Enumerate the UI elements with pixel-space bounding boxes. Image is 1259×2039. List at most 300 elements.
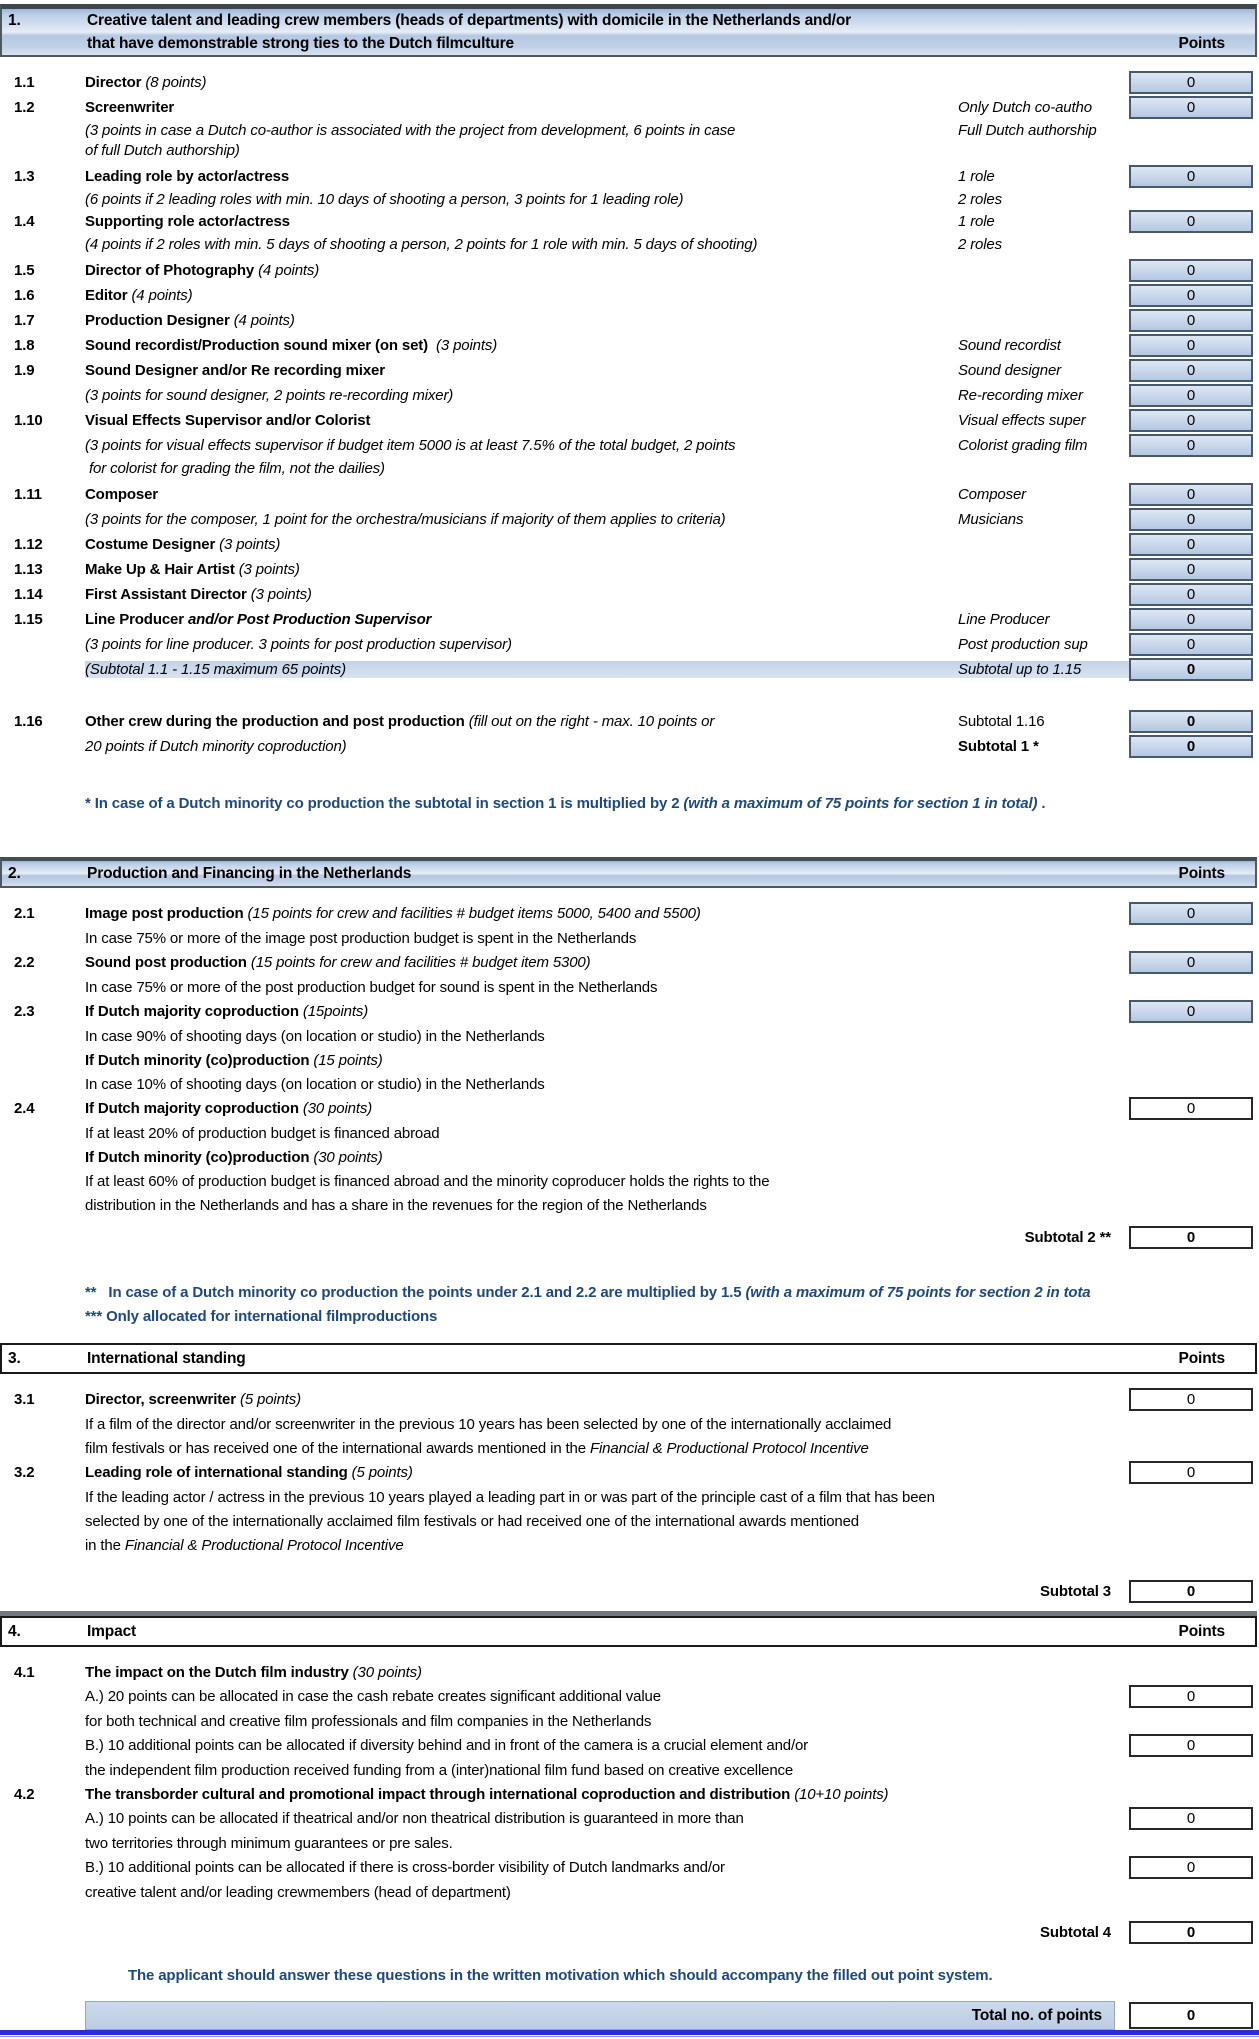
text-run: Financial & Productional Protocol Incentive	[124, 1536, 404, 1554]
points-input[interactable]: 0	[1129, 434, 1253, 457]
row-text	[85, 99, 958, 116]
row-condition-label	[958, 713, 1129, 730]
row-text	[85, 636, 958, 653]
text-run: Subtotal 2 **	[1024, 1229, 1111, 1246]
points-input[interactable]: 0	[1129, 384, 1253, 407]
text-run: Visual effects super	[958, 412, 1086, 429]
row-text	[85, 236, 958, 253]
text-run: B.) 10 additional points can be allocated if diversity behind and in front of the camera is a crucial element and/or	[85, 1737, 809, 1754]
text-run: Only Dutch co-autho	[958, 99, 1092, 116]
text-run: film festivals or has received one of the international awards mentioned in the	[85, 1439, 590, 1457]
text-run: Subtotal 4	[1039, 1924, 1111, 1941]
text-run: ** In case of a Dutch minority co production the points under 2.1 and 2.2 are multiplied by 1.5	[85, 1283, 746, 1301]
section-title-line2: that have demonstrable strong ties to the Dutch filmculture	[87, 34, 514, 52]
points-cell	[1129, 483, 1253, 506]
form-row	[0, 1121, 1259, 1145]
points-input[interactable]: 0	[1129, 71, 1253, 94]
total-label: Total no. of points	[971, 2006, 1102, 2024]
text-run: (15 points for crew and facilities # budget items 5000, 5400 and 5500)	[247, 905, 701, 922]
row-number: 4.1	[14, 1663, 35, 1681]
row-text	[85, 1762, 958, 1779]
points-cell	[1129, 334, 1253, 357]
form-row	[0, 1831, 1259, 1855]
form-row	[0, 209, 1259, 234]
row-number: 1.8	[14, 337, 35, 354]
form-row	[0, 1145, 1259, 1169]
footnote-row	[0, 793, 1259, 813]
row-condition-label	[958, 437, 1129, 454]
section-4-rows	[0, 1660, 1259, 1945]
points-input[interactable]: 0	[1129, 1734, 1253, 1757]
section-1-header	[0, 4, 1257, 57]
row-condition-label	[958, 412, 1129, 429]
form-row	[0, 532, 1259, 557]
text-run: two territories through minimum guarantees or pre sales.	[85, 1834, 453, 1852]
text-run: (5 points)	[239, 1391, 301, 1408]
points-cell	[1129, 508, 1253, 531]
text-run: B.) 10 additional points can be allocated if there is cross-border visibility of Dutch landmarks and/or	[85, 1859, 725, 1876]
row-number: 1.9	[14, 362, 35, 379]
subtotal-points-value: 0	[1129, 1921, 1253, 1944]
row-text	[85, 213, 958, 230]
form-row	[0, 189, 1259, 209]
form-row	[0, 975, 1259, 999]
form-row	[0, 70, 1259, 95]
row-number: 1.7	[14, 312, 35, 329]
points-cell	[1129, 558, 1253, 581]
text-run: 20 points if Dutch minority coproduction)	[85, 738, 347, 755]
form-row	[0, 234, 1259, 254]
row-text	[85, 930, 958, 947]
points-input[interactable]: 0	[1129, 1000, 1253, 1023]
text-run: (3 points)	[436, 337, 498, 354]
text-run: Costume Designer	[85, 536, 220, 553]
form-row	[0, 482, 1259, 507]
text-run: of full Dutch authorship)	[85, 141, 240, 159]
section-number: 4.	[8, 1622, 21, 1640]
form-row	[0, 1436, 1259, 1460]
row-number: 1.3	[14, 168, 35, 185]
points-cell	[1129, 1461, 1253, 1484]
row-text	[85, 486, 958, 503]
form-row	[0, 283, 1259, 308]
row-text	[85, 1489, 958, 1506]
form-row	[0, 1412, 1259, 1436]
footnote-text	[0, 1284, 1259, 1301]
form-row	[0, 1806, 1259, 1831]
points-input[interactable]: 0	[1129, 902, 1253, 925]
points-cell	[1129, 1388, 1253, 1411]
row-text	[85, 905, 958, 922]
row-text	[85, 738, 958, 755]
form-row	[0, 1533, 1259, 1557]
text-run: (3 points)	[250, 586, 312, 603]
section-2-rows	[0, 901, 1259, 1328]
text-run: selected by one of the internationally acclaimed film festivals or had received one of the international awards mentioned	[85, 1512, 859, 1530]
points-input[interactable]: 0	[1129, 1388, 1253, 1411]
form-row	[0, 1072, 1259, 1096]
footnote-row	[0, 1280, 1259, 1304]
row-text	[85, 1416, 958, 1433]
row-text	[85, 412, 958, 429]
text-run: *** Only allocated for international filmproductions	[85, 1307, 438, 1325]
points-input[interactable]: 0	[1129, 96, 1253, 119]
text-run: (15 points)	[313, 1051, 383, 1069]
section-number: 2.	[8, 864, 21, 882]
row-text	[85, 954, 958, 971]
points-input[interactable]: 0	[1129, 284, 1253, 307]
section-number: 3.	[8, 1349, 21, 1367]
points-input[interactable]: 0	[1129, 1097, 1253, 1120]
points-cell	[1129, 1734, 1253, 1757]
row-text	[85, 312, 958, 329]
row-text	[85, 1076, 958, 1093]
points-input[interactable]: 0	[1129, 210, 1253, 233]
points-input[interactable]: 0	[1129, 558, 1253, 581]
form-row	[0, 926, 1259, 950]
text-run: for both technical and creative film professionals and film companies in the Netherlands	[85, 1712, 652, 1730]
subtotal-points-value: 0	[1129, 658, 1253, 681]
row-condition-label	[958, 362, 1129, 379]
points-cell	[1129, 1807, 1253, 1830]
form-row	[0, 1169, 1259, 1193]
text-run: (30 points)	[352, 1663, 422, 1681]
text-run: (with a maximum of 75 points for section 1 in total)	[683, 794, 1038, 812]
points-cell	[1129, 165, 1253, 188]
points-cell	[1129, 735, 1253, 758]
form-row	[0, 1225, 1259, 1250]
row-text	[85, 1173, 958, 1190]
row-text	[85, 287, 958, 304]
row-text	[85, 1737, 958, 1754]
form-row	[0, 632, 1259, 657]
row-number: 1.12	[14, 536, 43, 553]
points-input[interactable]: 0	[1129, 951, 1253, 974]
row-text	[85, 460, 958, 477]
text-run: If Dutch majority coproduction	[85, 1100, 303, 1117]
points-cell	[1129, 633, 1253, 656]
text-run: (8 points)	[145, 74, 207, 91]
row-text	[85, 191, 958, 208]
text-run: If a film of the director and/or screenwriter in the previous 10 years has been selected by one of the internationally acclaimed	[85, 1415, 892, 1433]
text-run: Line Producer	[958, 611, 1050, 628]
form-row	[0, 95, 1259, 120]
text-run: First Assistant Director	[85, 586, 251, 603]
row-condition-label	[958, 1583, 1129, 1600]
bottom-blue-rule-thin	[0, 2036, 1259, 2037]
bottom-blue-rule	[0, 2030, 1259, 2035]
form-row	[0, 333, 1259, 358]
points-cell	[1129, 1097, 1253, 1120]
text-run: Other crew during the production and post production	[85, 713, 469, 730]
row-condition-label	[958, 611, 1129, 628]
row-number: 1.4	[14, 213, 35, 230]
points-input[interactable]: 0	[1129, 1461, 1253, 1484]
row-number: 3.2	[14, 1464, 35, 1481]
row-text	[85, 536, 958, 553]
form-row	[0, 1460, 1259, 1485]
form-row	[0, 734, 1259, 759]
text-run: (15 points for crew and facilities # budget item 5300)	[250, 954, 591, 971]
text-run: Visual Effects Supervisor and/or Colorist	[85, 412, 371, 429]
form-row	[0, 164, 1259, 189]
form-row	[0, 1782, 1259, 1806]
form-row	[0, 1880, 1259, 1904]
row-number: 1.2	[14, 99, 35, 116]
points-cell	[1129, 951, 1253, 974]
form-row	[0, 140, 1259, 160]
text-run: in the	[85, 1536, 125, 1554]
form-row	[0, 1920, 1259, 1945]
row-number: 1.10	[14, 412, 43, 429]
form-row	[0, 1855, 1259, 1880]
row-condition-label	[958, 213, 1129, 230]
text-run: (3 points in case a Dutch co-author is associated with the project from development, 6 points in case	[85, 121, 736, 139]
row-text	[85, 611, 958, 628]
text-run: Sound post production	[85, 954, 251, 971]
points-input[interactable]: 0	[1129, 359, 1253, 382]
text-run: (5 points)	[351, 1464, 413, 1481]
row-text	[85, 1197, 958, 1214]
points-input[interactable]: 0	[1129, 165, 1253, 188]
row-text	[85, 122, 958, 139]
text-run: Sound Designer and/or Re recording mixer	[85, 362, 385, 379]
text-run: (30 points)	[302, 1100, 373, 1117]
row-text	[85, 1688, 958, 1705]
subtotal-points-value: 0	[1129, 735, 1253, 758]
row-number: 1.6	[14, 287, 35, 304]
text-run: Subtotal 1 *	[958, 738, 1039, 755]
form-row	[0, 607, 1259, 632]
text-run: Colorist grading film	[958, 437, 1088, 454]
points-column-header: Points	[1178, 1622, 1225, 1640]
row-text	[85, 1028, 958, 1045]
row-text	[85, 142, 958, 159]
form-row	[0, 950, 1259, 975]
text-run: Director	[85, 74, 146, 91]
points-input[interactable]: 0	[1129, 334, 1253, 357]
form-row	[0, 1733, 1259, 1758]
row-text	[85, 1835, 958, 1852]
form-row	[0, 1579, 1259, 1604]
form-row	[0, 120, 1259, 140]
points-input[interactable]: 0	[1129, 608, 1253, 631]
section-title: International standing	[87, 1349, 246, 1367]
row-text	[85, 437, 958, 454]
form-row	[0, 1485, 1259, 1509]
row-number: 2.3	[14, 1003, 35, 1020]
text-run: Re-recording mixer	[958, 387, 1083, 404]
row-text	[85, 713, 958, 730]
text-run: Leading role of international standing	[85, 1464, 352, 1481]
points-input[interactable]: 0	[1129, 1807, 1253, 1830]
text-run: (10+10 points)	[794, 1785, 889, 1803]
row-condition-label	[958, 511, 1129, 528]
text-run: If the leading actor / actress in the previous 10 years played a leading part in or was part of the principle cast of a film that has been	[85, 1488, 935, 1506]
text-run: 2 roles	[958, 190, 1002, 208]
text-run: Financial & Productional Protocol Incentive	[589, 1439, 869, 1457]
text-run: creative talent and/or leading crewmembers (head of department)	[85, 1883, 511, 1901]
row-text	[85, 1810, 958, 1827]
text-run: (4 points)	[131, 287, 193, 304]
row-text	[85, 1513, 958, 1530]
text-run: A.) 20 points can be allocated in case the cash rebate creates significant additional value	[85, 1688, 661, 1705]
section-title: Production and Financing in the Netherlands	[87, 864, 412, 882]
points-input[interactable]: 0	[1129, 259, 1253, 282]
form-row	[0, 557, 1259, 582]
text-run: Subtotal 3	[1039, 1583, 1111, 1600]
row-number: 2.4	[14, 1100, 35, 1117]
form-row	[0, 507, 1259, 532]
points-cell	[1129, 71, 1253, 94]
subtotal-points-value: 0	[1129, 1226, 1253, 1249]
section-title: Impact	[87, 1622, 137, 1640]
row-condition-label	[958, 337, 1129, 354]
text-run: Screenwriter	[85, 99, 175, 116]
row-condition-label	[958, 1229, 1129, 1246]
text-run: (3 points)	[219, 536, 281, 553]
text-run: Full Dutch authorship	[958, 121, 1097, 139]
points-cell	[1129, 359, 1253, 382]
row-number: 1.14	[14, 586, 43, 603]
text-run: (with a maximum of 75 points for section 2 in tota	[745, 1283, 1091, 1301]
row-condition-label	[958, 738, 1129, 755]
form-row	[0, 1509, 1259, 1533]
row-condition-label	[958, 99, 1129, 116]
form-row	[0, 1387, 1259, 1412]
form-row	[0, 901, 1259, 926]
text-run: distribution in the Netherlands and has a share in the revenues for the region of the Netherlands	[85, 1196, 707, 1214]
applicant-instruction-note: The applicant should answer these questions in the written motivation which should accompany the filled out point system.	[128, 1967, 993, 1984]
text-run: Subtotal 1.16	[958, 713, 1045, 730]
points-cell	[1129, 434, 1253, 457]
footnote-row	[0, 1304, 1259, 1328]
row-text	[85, 1125, 958, 1142]
text-run: 1 role	[958, 168, 995, 185]
text-run: Editor	[85, 287, 132, 304]
section-title: Creative talent and leading crew members (heads of departments) with domicile in the Netherlands and/or	[87, 11, 852, 29]
row-text	[85, 661, 958, 678]
row-text	[85, 262, 958, 279]
total-points-value: 0	[1129, 2002, 1253, 2029]
row-condition-label	[958, 1924, 1129, 1941]
text-run: Leading role by actor/actress	[85, 168, 290, 185]
points-cell	[1129, 384, 1253, 407]
text-run: (fill out on the right - max. 10 points or	[468, 713, 715, 730]
text-run: Composer	[85, 486, 158, 503]
text-run: (30 points)	[313, 1148, 383, 1166]
section-3-rows	[0, 1387, 1259, 1604]
row-condition-label	[958, 486, 1129, 503]
row-number: 1.1	[14, 74, 35, 91]
points-input[interactable]: 0	[1129, 1685, 1253, 1708]
text-run: (4 points)	[258, 262, 320, 279]
text-run: In case 75% or more of the image post production budget is spent in the Netherlands	[85, 929, 637, 947]
points-cell	[1129, 210, 1253, 233]
points-cell	[1129, 608, 1253, 631]
text-run: for colorist for grading the film, not the dailies)	[85, 459, 385, 477]
text-run: (6 points if 2 leading roles with min. 10 days of shooting a person, 3 points for 1 leading role)	[85, 190, 684, 208]
text-run: Sound recordist/Production sound mixer (on set)	[85, 337, 437, 354]
points-column-header: Points	[1178, 34, 1225, 52]
points-input[interactable]: 0	[1129, 309, 1253, 332]
form-row	[0, 1709, 1259, 1733]
row-text	[85, 337, 958, 354]
text-run: Sound designer	[958, 362, 1061, 379]
text-run: In case 90% of shooting days (on location or studio) in the Netherlands	[85, 1027, 545, 1045]
form-row	[0, 433, 1259, 458]
row-number: 4.2	[14, 1785, 35, 1803]
text-run: (3 points)	[238, 561, 300, 578]
points-cell	[1129, 1000, 1253, 1023]
points-cell	[1129, 583, 1253, 606]
row-text	[85, 1713, 958, 1730]
points-input[interactable]: 0	[1129, 583, 1253, 606]
text-run: Supporting role actor/actress	[85, 213, 290, 230]
text-run: 1 role	[958, 213, 995, 230]
section-4-header	[0, 1616, 1257, 1647]
points-cell	[1129, 309, 1253, 332]
row-text	[85, 1391, 958, 1408]
text-run: (4 points if 2 roles with min. 5 days of shooting a person, 2 points for 1 role with min. 5 days of shooting)	[85, 235, 758, 253]
form-row	[0, 582, 1259, 607]
points-cell	[1129, 96, 1253, 119]
form-row	[0, 408, 1259, 433]
text-run: Image post production	[85, 905, 248, 922]
text-run: If Dutch minority (co)production	[85, 1148, 314, 1166]
text-run: A.) 10 points can be allocated if theatrical and/or non theatrical distribution is guaranteed in more than	[85, 1810, 744, 1827]
text-run: In case 10% of shooting days (on location or studio) in the Netherlands	[85, 1075, 545, 1093]
section-2-header	[0, 857, 1257, 888]
points-input[interactable]: 0	[1129, 409, 1253, 432]
text-run: (15points)	[302, 1003, 369, 1020]
points-input[interactable]: 0	[1129, 533, 1253, 556]
points-input[interactable]: 0	[1129, 1856, 1253, 1879]
points-cell	[1129, 409, 1253, 432]
points-cell	[1129, 1856, 1253, 1879]
form-row	[0, 1024, 1259, 1048]
points-input[interactable]: 0	[1129, 483, 1253, 506]
form-row	[0, 458, 1259, 478]
row-condition-label	[958, 122, 1129, 139]
points-input[interactable]: 0	[1129, 633, 1253, 656]
text-run: (3 points for visual effects supervisor if budget item 5000 is at least 7.5% of the total budget, 2 points	[85, 437, 736, 454]
text-run: Composer	[958, 486, 1026, 503]
text-run: the independent film production received funding from a (inter)national film fund based on creative excellence	[85, 1761, 794, 1779]
row-text	[85, 511, 958, 528]
points-cell	[1129, 1580, 1253, 1603]
text-run: (Subtotal 1.1 - 1.15 maximum 65 points)	[85, 661, 346, 678]
row-text	[85, 1884, 958, 1901]
text-run: (3 points for the composer, 1 point for the orchestra/musicians if majority of them applies to criteria)	[85, 511, 726, 528]
points-input[interactable]: 0	[1129, 508, 1253, 531]
text-run: Make Up & Hair Artist	[85, 561, 239, 578]
row-text	[85, 168, 958, 185]
points-cell	[1129, 658, 1253, 681]
text-run: Director of Photography	[85, 262, 259, 279]
form-row	[0, 1758, 1259, 1782]
text-run: Director, screenwriter	[85, 1391, 240, 1408]
row-condition-label	[958, 387, 1129, 404]
section-3-header	[0, 1343, 1257, 1374]
form-row	[0, 308, 1259, 333]
text-run: If at least 60% of production budget is financed abroad and the minority coproducer holds the rights to the	[85, 1172, 770, 1190]
text-run: * In case of a Dutch minority co production the subtotal in section 1 is multiplied by 2	[85, 794, 684, 812]
form-row	[0, 657, 1259, 682]
row-number: 1.15	[14, 611, 43, 628]
row-condition-label	[958, 168, 1129, 185]
points-cell	[1129, 1685, 1253, 1708]
